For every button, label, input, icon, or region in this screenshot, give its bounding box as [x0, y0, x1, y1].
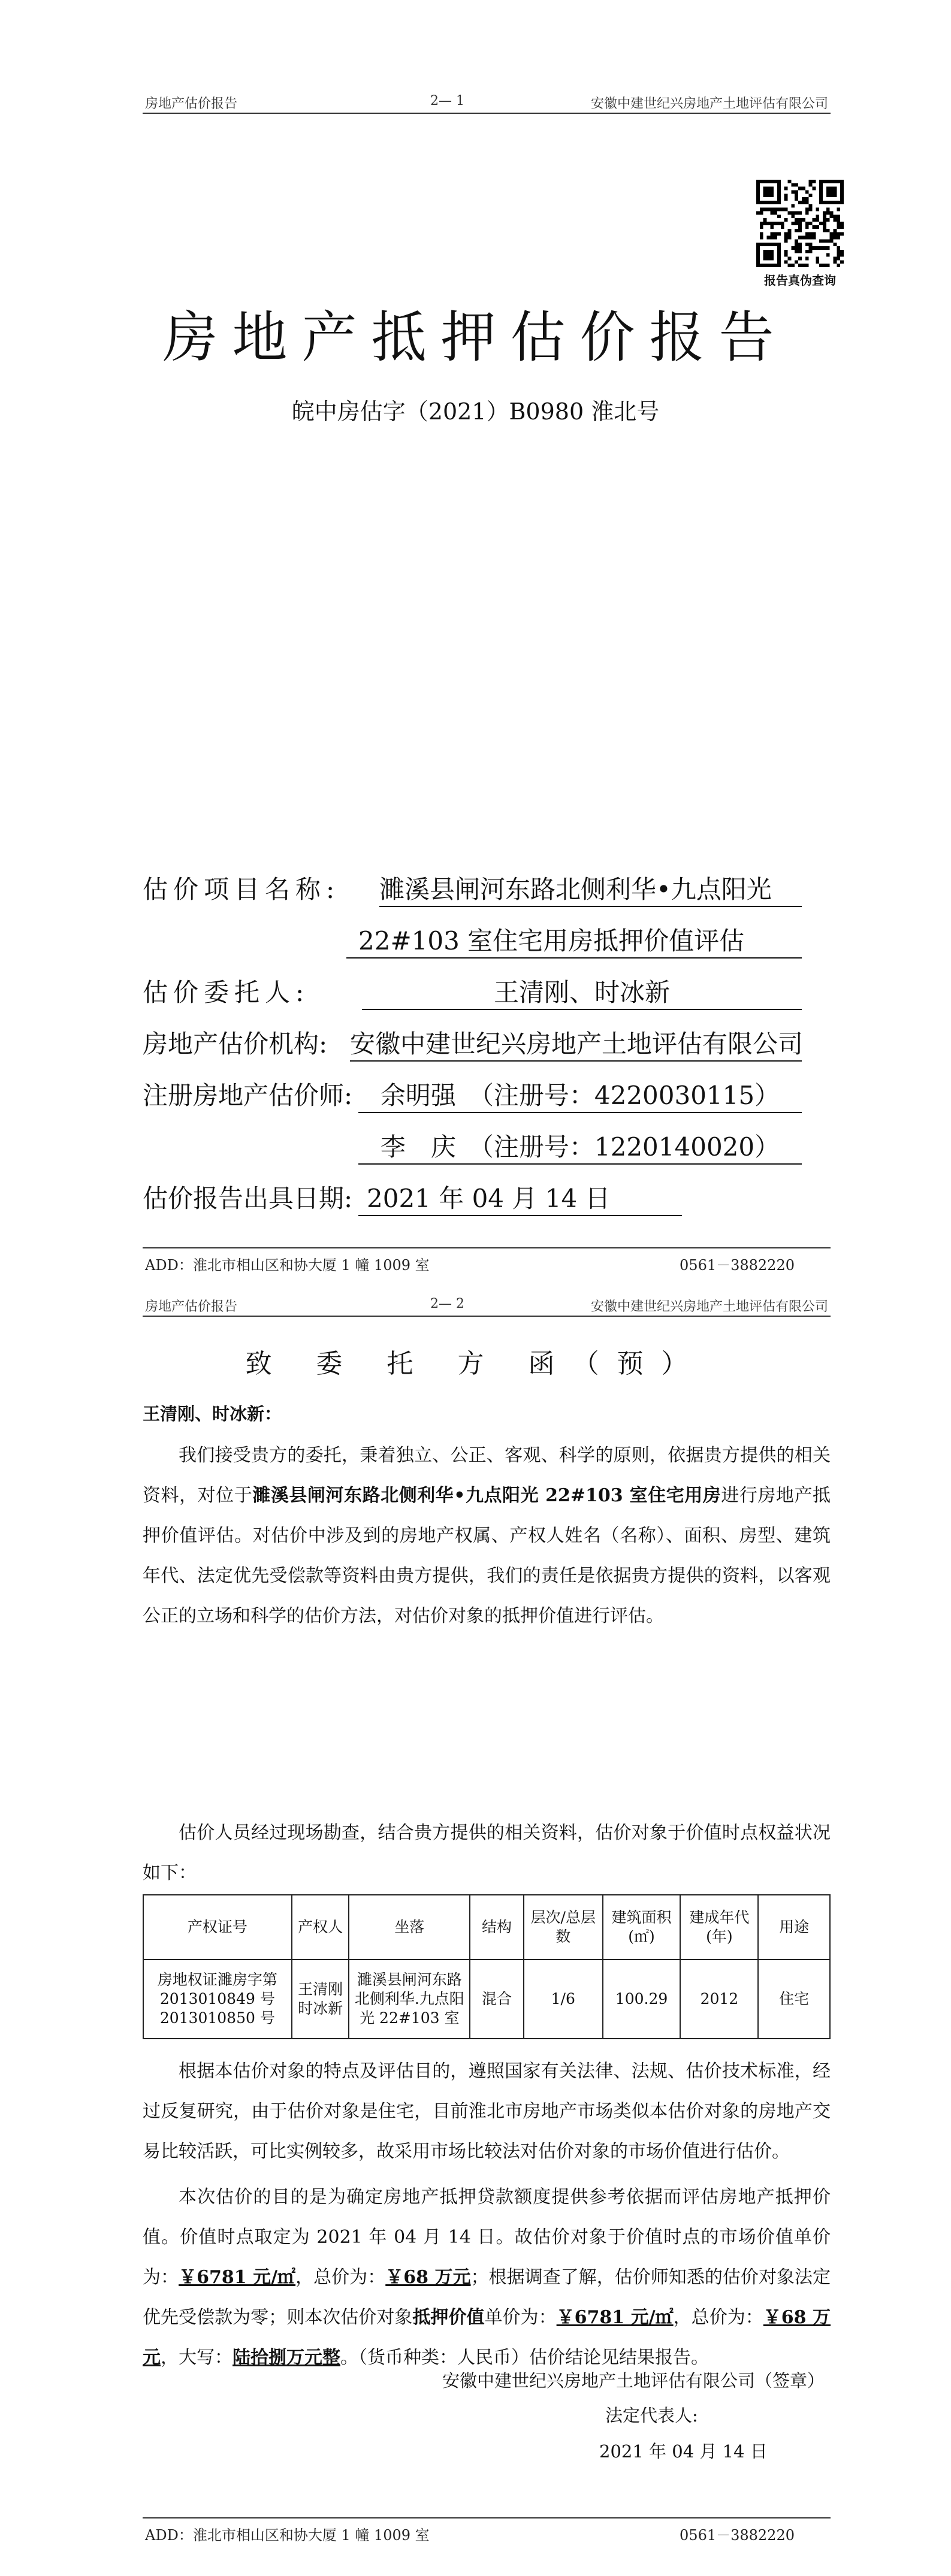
table-cell: 王清刚 时冰新: [292, 1960, 349, 2039]
table-cell: 房地权证濉房字第 2013010849 号 2013010850 号: [143, 1960, 292, 2039]
header-left: 房地产估价报告: [145, 96, 238, 111]
conclusion-text: 。（货币种类：人民币）估价结论见结果报告。: [340, 2347, 709, 2368]
table-cell: 濉溪县闸河东路北侧利华.九点阳光 22#103 室: [349, 1960, 470, 2039]
conclusion-text: ，总价为：: [295, 2267, 386, 2288]
table-cell: 混合: [470, 1960, 524, 2039]
intro-text-a: 我们接受贵方的委托，秉着独立、公正、客观、科学的原则，依据贵方提供的相关资料，对位于: [143, 1445, 831, 1506]
letter-title: 致 委 托 方 函（预）: [245, 1349, 706, 1379]
paragraph-conclusion: [143, 2177, 831, 2378]
header-left: 房地产估价报告: [145, 1299, 238, 1314]
header-right: 安徽中建世纪兴房地产土地评估有限公司: [590, 96, 828, 111]
qr-code-icon: [756, 180, 844, 267]
agency-label: 房地产估价机构:: [143, 1029, 328, 1059]
intro-text-b: 进行房地产抵押价值评估。对估价中涉及到的房地产权属、产权人姓名（名称）、面积、房型、建筑年代、法定优先受偿款等资料由贵方提供，我们的责任是依据贵方提供的资料，以客观公正的立场和科学的估价方法，对估价对象的抵押价值进行评估。: [143, 1485, 831, 1626]
letter-page: [0, 1282, 951, 2576]
project-value-line1: 濉溪县闸河东路北侧利华•九点阳光: [379, 870, 802, 907]
header-right: 安徽中建世纪兴房地产土地评估有限公司: [590, 1299, 828, 1314]
market-total-price: ￥68 万元: [385, 2267, 471, 2288]
footer-phone: 0561－3882220: [680, 1257, 795, 1274]
table-row: [143, 1960, 830, 2039]
client-row: [143, 973, 831, 1009]
appraiser-row-2: [143, 1127, 831, 1163]
property-address: 濉溪县闸河东路北侧利华•九点阳光 22#103 室住宅用房: [252, 1485, 721, 1506]
paragraph-method: 根据本估价对象的特点及评估目的，遵照国家有关法律、法规、估价技术标准，经过反复研究，由于估价对象是住宅，目前淮北市房地产市场类似本估价对象的房地产交易比较活跃，可比实例较多，故采用市场比较法对估价对象的市场价值进行估价。: [143, 2061, 831, 2162]
table-cell: 2012: [680, 1960, 758, 2039]
appraiser-label: 注册房地产估价师:: [143, 1081, 353, 1110]
report-title: 房地产抵押估价报告: [162, 306, 789, 370]
footer-address: ADD：淮北市相山区和协大厦 1 幢 1009 室: [145, 1257, 430, 1274]
cover-page: [0, 0, 951, 1282]
mortgage-value-label: 抵押价值: [412, 2307, 485, 2328]
page-number: 2— 2: [430, 1296, 464, 1311]
page-footer: [143, 2517, 831, 2544]
table-header: 结构: [470, 1895, 524, 1960]
report-number: 皖中房估字（2021）B0980 淮北号: [291, 398, 660, 425]
agency-value: 安徽中建世纪兴房地产土地评估有限公司: [350, 1024, 802, 1062]
paragraph-survey: 估价人员经过现场勘查，结合贵方提供的相关资料，估价对象于价值时点权益状况如下：: [143, 1822, 831, 1883]
signing-date: 2021 年 04 月 14 日: [599, 2441, 768, 2462]
date-value: 2021 年 04 月 14 日: [358, 1179, 682, 1216]
table-header: 用途: [758, 1895, 830, 1960]
project-value-line2: 22#103 室住宅用房抵押价值评估: [346, 921, 802, 959]
appraiser-2: 李 庆 （注册号：1220140020）: [358, 1127, 802, 1165]
table-cell: 100.29: [603, 1960, 681, 2039]
page-footer: [143, 1247, 831, 1274]
table-header: 建筑面积(㎡): [603, 1895, 681, 1960]
page-header: [143, 1293, 831, 1317]
client-value: 王清刚、时冰新: [362, 973, 802, 1010]
appraiser-1: 余明强 （注册号：4220030115）: [358, 1076, 802, 1113]
legal-representative: 法定代表人:: [605, 2405, 698, 2426]
table-header: 坐落: [349, 1895, 470, 1960]
amount-in-words: 陆拾捌万元整: [233, 2347, 340, 2368]
conclusion-text: 本次估价的目的是为确定房地产抵押贷款额度提供参考依据而评估房地产抵押价值。价值时点取定为 2021 年 04 月 14 日。故估价对象于价值时点的市场价值单价为：: [143, 2187, 831, 2288]
qr-caption: 报告真伪查询: [764, 273, 836, 288]
client-label: 估价委托人:: [143, 978, 310, 1007]
conclusion-text: 单价为：: [484, 2307, 557, 2328]
table-cell: 1/6: [524, 1960, 603, 2039]
agency-row: [143, 1024, 831, 1060]
page-header: [143, 90, 831, 114]
salutation: 王清刚、时冰新：: [143, 1404, 282, 1424]
table-header: 产权人: [292, 1895, 349, 1960]
conclusion-text: ，总价为：: [673, 2307, 763, 2328]
market-unit-price: ￥6781 元/㎡: [179, 2267, 296, 2288]
mortgage-total-price: ￥68 万元: [143, 2307, 831, 2368]
footer-phone: 0561－3882220: [680, 2527, 795, 2544]
table-header: 层次/总层数: [524, 1895, 603, 1960]
signing-company: 安徽中建世纪兴房地产土地评估有限公司（签章）: [442, 2371, 825, 2391]
date-label: 估价报告出具日期:: [143, 1184, 353, 1213]
property-table: [143, 1894, 831, 2039]
table-header: 建成年代(年): [680, 1895, 758, 1960]
paragraph-intro: [143, 1435, 831, 1636]
mortgage-unit-price: ￥6781 元/㎡: [556, 2307, 674, 2328]
date-row: [143, 1179, 831, 1215]
project-label: 估价项目名称:: [143, 875, 340, 904]
conclusion-text: ；根据调查了解，估价师知悉的估价对象法定优先受偿款为零；则本次估价对象: [143, 2267, 831, 2328]
conclusion-text: ，大写：: [161, 2347, 233, 2368]
table-header-row: [143, 1895, 830, 1960]
project-row: [143, 870, 831, 906]
project-row-2: [143, 921, 831, 957]
footer-address: ADD：淮北市相山区和协大厦 1 幢 1009 室: [145, 2527, 430, 2544]
table-cell: 住宅: [758, 1960, 830, 2039]
table-header: 产权证号: [143, 1895, 292, 1960]
appraiser-row: [143, 1076, 831, 1112]
page-number: 2— 1: [430, 93, 464, 108]
